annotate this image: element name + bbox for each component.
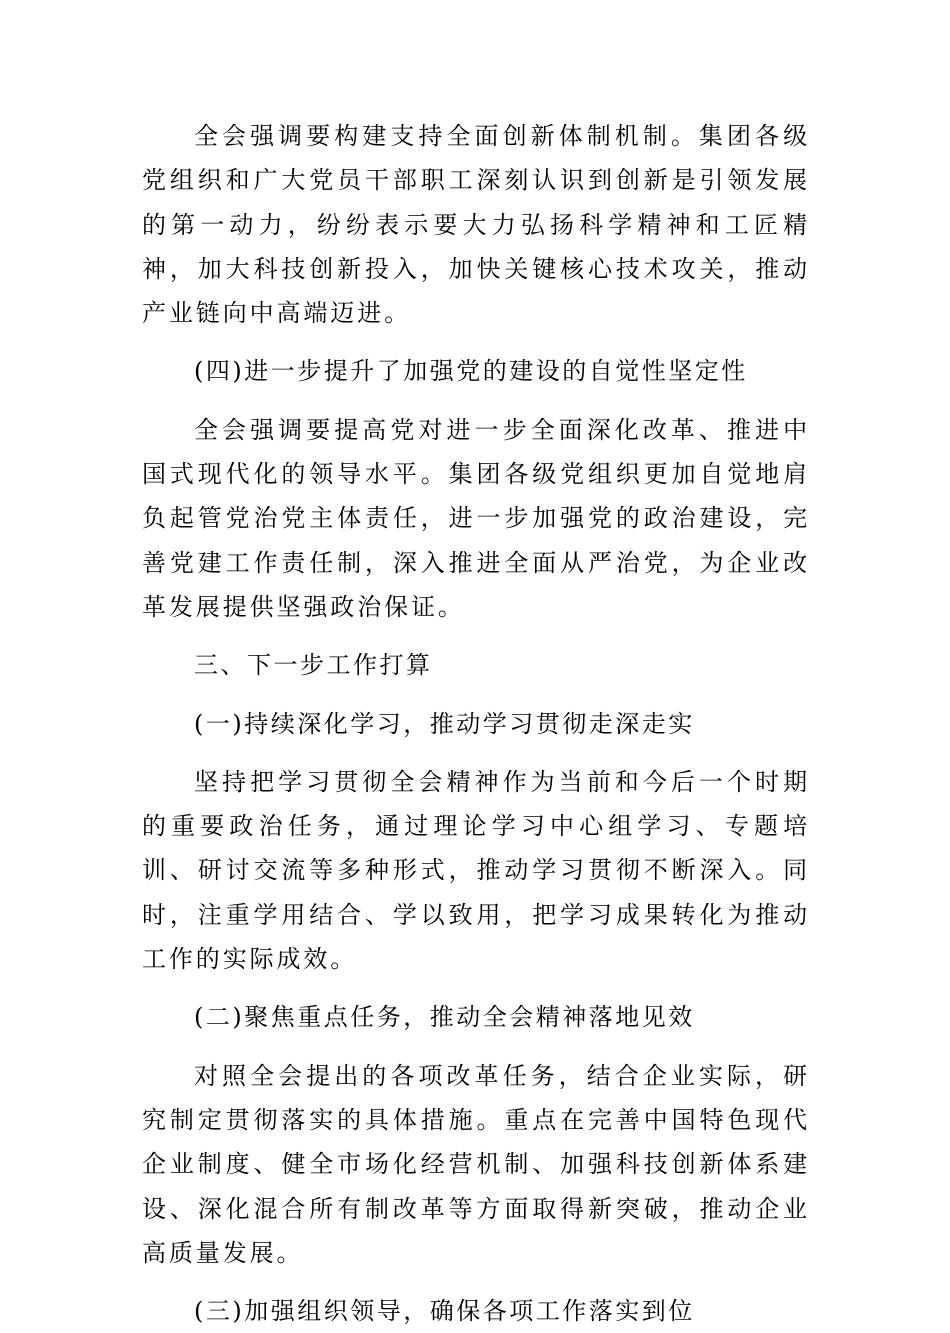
spacer: [142, 335, 810, 349]
document-body: [142, 114, 810, 1333]
spacer: [142, 629, 810, 643]
spacer: [142, 746, 810, 760]
spacer: [142, 1275, 810, 1289]
section-heading-2: (二)聚焦重点任务，推动全会精神落地见效: [194, 1003, 695, 1032]
spacer: [142, 688, 810, 702]
spacer: [142, 394, 810, 408]
paragraph-party-building: 全会强调要提高党对进一步全面深化改革、推进中国式现代化的领导水平。集团各级党组织更加自觉地肩负起管党治党主体责任，进一步加强党的政治建设，完善党建工作责任制，深入推进全面从严治党，为企业改革发展提供坚强政治保证。: [142, 415, 810, 621]
spacer: [142, 981, 810, 995]
paragraph-study: 坚持把学习贯彻全会精神作为当前和今后一个时期的重要政治任务，通过理论学习中心组学习、专题培训、研讨交流等多种形式，推动学习贯彻不断深入。同时，注重学用结合、学以致用，把学习成果转化为推动工作的实际成效。: [142, 767, 810, 974]
spacer: [142, 1040, 810, 1054]
section-heading-3: (三)加强组织领导，确保各项工作落实到位: [194, 1297, 695, 1326]
section-heading-4: (四)进一步提升了加强党的建设的自觉性坚定性: [194, 357, 748, 386]
paragraph-innovation: 全会强调要构建支持全面创新体制机制。集团各级党组织和广大党员干部职工深刻认识到创新是引领发展的第一动力，纷纷表示要大力弘扬科学精神和工匠精神，加大科技创新投入，加快关键核心技术攻关，推动产业链向中高端迈进。: [142, 122, 810, 328]
chapter-heading-next-steps: 三、下一步工作打算: [194, 651, 433, 680]
section-heading-1: (一)持续深化学习，推动学习贯彻走深走实: [194, 709, 695, 738]
paragraph-key-tasks: 对照全会提出的各项改革任务，结合企业实际，研究制定贯彻落实的具体措施。重点在完善中国特色现代企业制度、健全市场化经营机制、加强科技创新体系建设、深化混合所有制改革等方面取得新突破，推动企业高质量发展。: [142, 1061, 810, 1267]
